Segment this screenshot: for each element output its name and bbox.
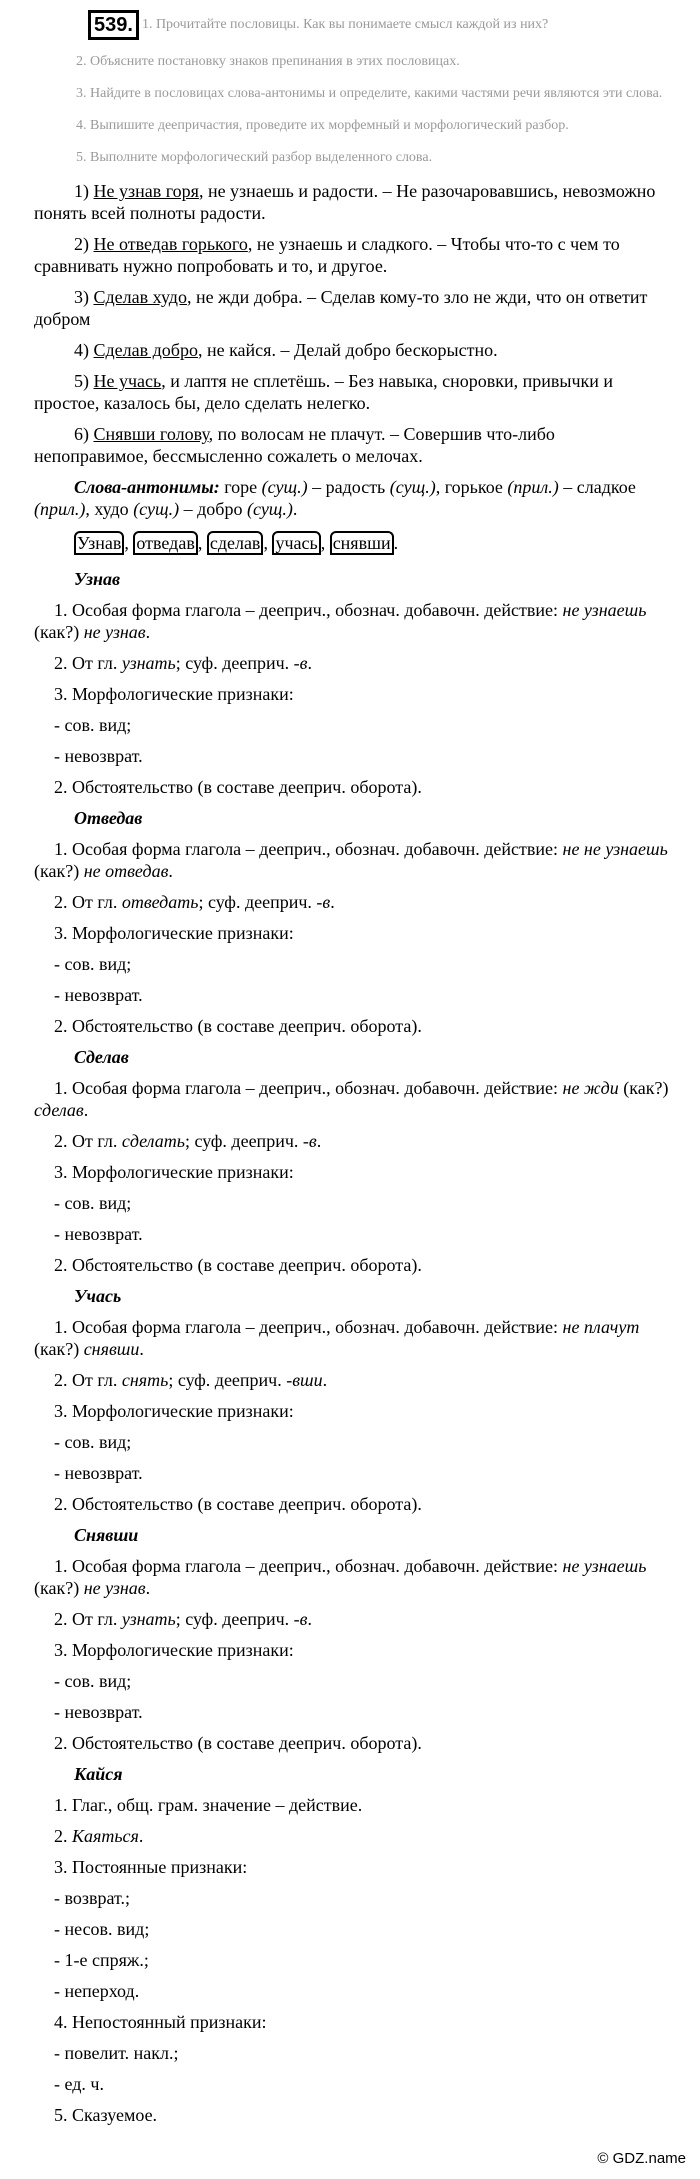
antonyms-text: , горькое (435, 477, 508, 497)
analysis-line (34, 1400, 672, 1422)
analysis-text: 1. Особая форма глагола – дееприч., обознач. добавочн. действие: (54, 600, 563, 620)
analysis-text: . (322, 1370, 328, 1390)
morphological-analyses (34, 568, 672, 2126)
analysis-text: 1. Особая форма глагола – дееприч., обознач. добавочн. действие: (54, 1556, 563, 1576)
proverb-number: 4) (74, 340, 89, 360)
analysis-text: ; суф. дееприч. (168, 1370, 287, 1390)
analysis-text: 2. Обстоятельство (в составе дееприч. оборота). (54, 777, 422, 797)
analysis-line (34, 1980, 672, 2002)
example-word: сделав (34, 1100, 84, 1120)
analysis-text: 2. Обстоятельство (в составе дееприч. оборота). (54, 1016, 422, 1036)
gerund-phrase: Не отведав горького (93, 234, 248, 254)
analysis-text: - повелит. накл.; (54, 2043, 179, 2063)
analysis-text: (как?) (34, 1339, 84, 1359)
analysis-line (34, 1223, 672, 1245)
analysis-title: Отведав (74, 808, 143, 828)
antonyms-text: . (292, 499, 298, 519)
analysis-text: - невозврат. (54, 1224, 143, 1244)
proverb-text: , не кайся. – Делай добро бескорыстно. (197, 340, 498, 360)
gerund-phrase: Снявши голову (93, 424, 209, 444)
analysis-text: - невозврат. (54, 1463, 143, 1483)
analysis-text: - сов. вид; (54, 715, 132, 735)
analysis-text: 1. Особая форма глагола – дееприч., обознач. добавочн. действие: (54, 1078, 563, 1098)
analysis-text: ; суф. дееприч. (175, 653, 294, 673)
analysis-text: . (307, 1609, 312, 1629)
task-instruction (34, 116, 672, 136)
analysis-line (34, 1918, 672, 1940)
proverb-number: 5) (74, 371, 89, 391)
analysis-line (34, 2042, 672, 2064)
example-word: не жди (562, 1078, 619, 1098)
morpheme-word: отведав (133, 531, 197, 555)
analysis-line (34, 714, 672, 736)
analysis-line (34, 1015, 672, 1037)
morpheme-analysis-line: Узнав , отведав , сделав , учась , снявши . (74, 532, 672, 554)
proverb-item (34, 339, 672, 361)
proverb-text: , по волосам не плачут. – Совершив что-либо непоправимое, бессмысленно сожалеть о мелочах. (34, 424, 555, 466)
analysis-text: . (316, 1131, 322, 1151)
analysis-text: 3. Постоянные признаки: (54, 1857, 248, 1877)
analysis-line (34, 1825, 672, 1847)
analysis-text: . (139, 1339, 144, 1359)
analysis-text: - сов. вид; (54, 1671, 132, 1691)
antonyms-label: Слова-антонимы: (74, 477, 220, 497)
proverb-number: 2) (74, 234, 89, 254)
antonyms-paragraph (34, 476, 672, 520)
watermark: © GDZ.name (597, 2150, 686, 2167)
morpheme-word: Узнав (74, 531, 124, 555)
analysis-line (34, 1732, 672, 1754)
analysis-text: ; суф. дееприч. (175, 1609, 294, 1629)
task-instruction (34, 84, 672, 104)
example-word: не узнав (83, 1578, 146, 1598)
analysis-section (34, 807, 672, 1037)
antonyms-text: (прил.) (34, 499, 86, 519)
exercise-number: 539. (88, 10, 139, 40)
analysis-line (34, 1493, 672, 1515)
proverb-number: 1) (74, 181, 89, 201)
analysis-line (34, 2104, 672, 2126)
proverb-item (34, 286, 672, 330)
analysis-text: (как?) (34, 622, 84, 642)
task-text: 3. Найдите в пословицах слова-антонимы и определите, какими частями речи являются эти слова. (76, 86, 663, 101)
analysis-text: 2. От гл. (54, 1131, 122, 1151)
antonyms-text: (сущ.) (261, 477, 308, 497)
antonyms-text: – сладкое (558, 477, 636, 497)
morpheme-word: снявши (330, 531, 394, 555)
example-word: -в (293, 653, 308, 673)
analysis-line (34, 683, 672, 705)
analysis-text: 2. Обстоятельство (в составе дееприч. оборота). (54, 1255, 422, 1275)
example-word: сделать (121, 1131, 185, 1151)
antonyms-text: – радость (307, 477, 390, 497)
task-text: 2. Объясните постановку знаков препинания в этих пословицах. (76, 54, 460, 69)
example-word: Каяться (72, 1826, 139, 1846)
proverb-text: , и лаптя не сплетёшь. – Без навыка, сноровки, привычки и простое, казалось бы, дело сделать нелегко. (34, 371, 614, 413)
analysis-line (34, 1316, 672, 1360)
analysis-text: - несов. вид; (54, 1919, 150, 1939)
task-text: 4. Выпишите деепричастия, проведите их морфемный и морфологический разбор. (76, 118, 569, 133)
example-word: -вши (286, 1370, 323, 1390)
analysis-text: 1. Глаг., общ. грам. значение – действие. (54, 1795, 363, 1815)
example-word: не плачут (562, 1317, 640, 1337)
analysis-text: . (168, 861, 173, 881)
task-text: 1. Прочитайте пословицы. Как вы понимаете смысл каждой из них? (141, 17, 549, 33)
analysis-line (34, 891, 672, 913)
analysis-line (34, 1949, 672, 1971)
analysis-section (34, 1763, 672, 2126)
analysis-text: 2. (54, 1826, 72, 1846)
analysis-line (34, 1794, 672, 1816)
analysis-text: . (145, 1578, 151, 1598)
analysis-text: 2. От гл. (54, 653, 122, 673)
analysis-text: 2. От гл. (54, 1370, 122, 1390)
morpheme-word: учась (272, 531, 320, 555)
analysis-line (34, 953, 672, 975)
analysis-line (34, 2011, 672, 2033)
proverb-text: , не жди добра. – Сделав кому-то зло не жди, что он ответит добром (34, 287, 648, 329)
analysis-text: - сов. вид; (54, 954, 132, 974)
analysis-line (34, 1161, 672, 1183)
analysis-line (34, 1130, 672, 1152)
analysis-line (34, 1369, 672, 1391)
analysis-text: 2. От гл. (54, 1609, 122, 1629)
analysis-line (34, 1192, 672, 1214)
proverb-text: , не узнаешь и сладкого. – Чтобы что-то с чем то сравнивать нужно попробовать и то, и другое. (34, 234, 620, 276)
proverb-item (34, 370, 672, 414)
task-instruction (88, 10, 672, 40)
proverb-number: 6) (74, 424, 89, 444)
example-word: не узнаешь (562, 1556, 647, 1576)
analysis-text: (как?) (618, 1078, 669, 1098)
analysis-text: 2. Обстоятельство (в составе дееприч. оборота). (54, 1733, 422, 1753)
antonyms-text: (сущ.) (389, 477, 436, 497)
proverb-number: 3) (74, 287, 89, 307)
analysis-text: 2. Обстоятельство (в составе дееприч. оборота). (54, 1494, 422, 1514)
proverb-list (34, 180, 672, 467)
analysis-line (34, 838, 672, 882)
analysis-text: 3. Морфологические признаки: (54, 684, 294, 704)
example-word: не не узнаешь (562, 839, 668, 859)
analysis-text: 2. От гл. (54, 892, 122, 912)
analysis-line (34, 1462, 672, 1484)
analysis-text: (как?) (34, 1578, 84, 1598)
analysis-text: - невозврат. (54, 985, 143, 1005)
analysis-title: Учась (74, 1286, 122, 1306)
analysis-text: . (83, 1100, 89, 1120)
gerund-phrase: Сделав худо (93, 287, 187, 307)
gerund-phrase: Не учась (93, 371, 162, 391)
analysis-title: Снявши (74, 1525, 139, 1545)
analysis-section (34, 1524, 672, 1754)
analysis-line (34, 1254, 672, 1276)
analysis-line (34, 1431, 672, 1453)
analysis-text: . (307, 653, 312, 673)
analysis-text: 4. Непостоянный признаки: (54, 2012, 267, 2032)
analysis-line (34, 599, 672, 643)
analysis-line (34, 1701, 672, 1723)
analysis-text: - невозврат. (54, 1702, 143, 1722)
analysis-line (34, 1608, 672, 1630)
example-word: не отведав (83, 861, 169, 881)
analysis-title: Сделав (74, 1047, 129, 1067)
example-word: отведать (121, 892, 199, 912)
analysis-text: 3. Морфологические признаки: (54, 1640, 294, 1660)
antonyms-text: , худо (85, 499, 134, 519)
gerund-phrase: Не узнав горя (93, 181, 199, 201)
analysis-line (34, 776, 672, 798)
analysis-text: . (145, 622, 151, 642)
analysis-text: 3. Морфологические признаки: (54, 923, 294, 943)
example-word: снять (121, 1370, 169, 1390)
analysis-line (34, 1856, 672, 1878)
example-word: -в (302, 1131, 317, 1151)
analysis-text: 5. Сказуемое. (54, 2105, 158, 2125)
analysis-line (34, 984, 672, 1006)
example-word: -в (293, 1609, 308, 1629)
morpheme-word: сделав (207, 531, 264, 555)
analysis-section (34, 1285, 672, 1515)
analysis-text: - невозврат. (54, 746, 143, 766)
analysis-text: - возврат.; (54, 1888, 131, 1908)
analysis-text: 3. Морфологические признаки: (54, 1401, 294, 1421)
antonyms-text: (сущ.) (133, 499, 180, 519)
analysis-text: (как?) (34, 861, 84, 881)
analysis-text: - 1-е спряж.; (54, 1950, 149, 1970)
analysis-text: . (138, 1826, 144, 1846)
task-instruction (34, 148, 672, 168)
proverb-item (34, 233, 672, 277)
analysis-text: ; суф. дееприч. (198, 892, 317, 912)
analysis-text: 1. Особая форма глагола – дееприч., обознач. добавочн. действие: (54, 1317, 563, 1337)
example-word: не узнаешь (562, 600, 647, 620)
analysis-text: - ед. ч. (54, 2074, 104, 2094)
antonyms-text: (сущ.) (246, 499, 293, 519)
example-word: узнать (121, 1609, 176, 1629)
analysis-text: - неперход. (54, 1981, 140, 2001)
analysis-text: - сов. вид; (54, 1432, 132, 1452)
antonyms-text: горе (219, 477, 262, 497)
analysis-line (34, 922, 672, 944)
analysis-title: Кайся (74, 1764, 123, 1784)
analysis-text: ; суф. дееприч. (184, 1131, 303, 1151)
analysis-section (34, 1046, 672, 1276)
gerund-phrase: Сделав добро (93, 340, 198, 360)
antonyms-text: (прил.) (507, 477, 559, 497)
analysis-text: - сов. вид; (54, 1193, 132, 1213)
proverb-text: , не узнаешь и радости. – Не разочаровавшись, невозможно понять всей полноты радости. (34, 181, 656, 223)
analysis-line (34, 1077, 672, 1121)
analysis-line (34, 1555, 672, 1599)
analysis-text: . (330, 892, 335, 912)
analysis-line (34, 1639, 672, 1661)
example-word: не узнав (83, 622, 146, 642)
analysis-line (34, 1887, 672, 1909)
analysis-section (34, 568, 672, 798)
analysis-line (34, 745, 672, 767)
example-word: -в (316, 892, 331, 912)
analysis-line (34, 652, 672, 674)
analysis-text: 1. Особая форма глагола – дееприч., обознач. добавочн. действие: (54, 839, 563, 859)
proverb-item (34, 423, 672, 467)
task-text: 5. Выполните морфологический разбор выделенного слова. (76, 150, 433, 165)
analysis-title: Узнав (74, 569, 121, 589)
proverb-item (34, 180, 672, 224)
antonyms-text: – добро (179, 499, 247, 519)
analysis-line (34, 1670, 672, 1692)
example-word: снявши (83, 1339, 140, 1359)
example-word: узнать (121, 653, 176, 673)
task-list (34, 10, 672, 168)
analysis-line (34, 2073, 672, 2095)
analysis-text: 3. Морфологические признаки: (54, 1162, 294, 1182)
task-instruction (34, 52, 672, 72)
